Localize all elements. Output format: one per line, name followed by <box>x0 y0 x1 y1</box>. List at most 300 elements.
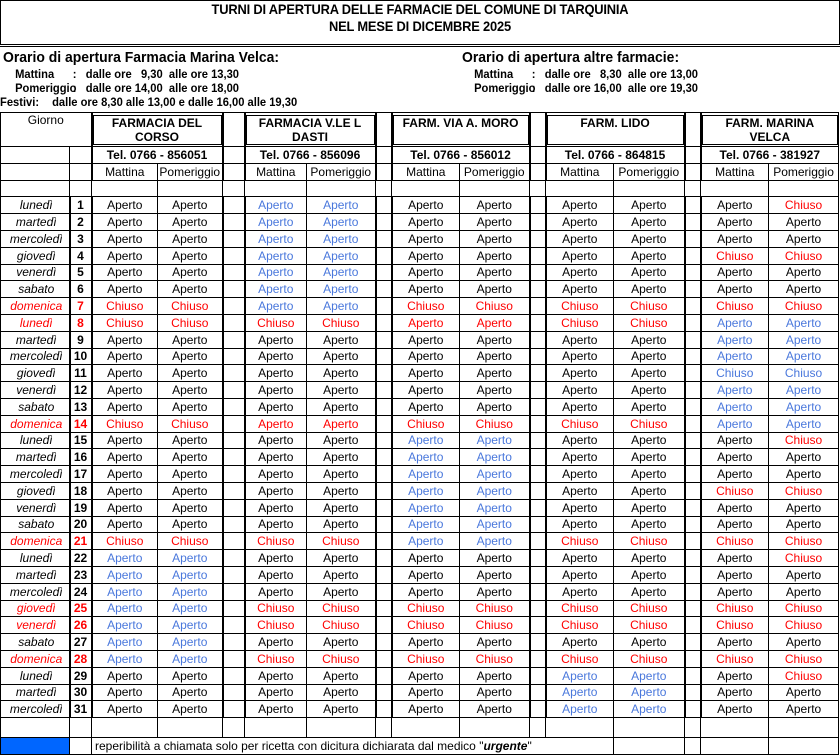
day-number: 2 <box>70 214 92 231</box>
afternoon-status: Aperto <box>769 449 839 466</box>
pharmacy-name-header <box>245 113 376 147</box>
blank-cell <box>392 180 460 197</box>
weekday-label: martedì <box>1 684 70 701</box>
afternoon-status: Aperto <box>460 701 530 718</box>
spacer-cell <box>376 701 392 718</box>
spacer-cell <box>376 415 392 432</box>
day-number: 20 <box>70 516 92 533</box>
morning-status: Aperto <box>92 331 158 348</box>
day-number: 17 <box>70 466 92 483</box>
spacer-cell <box>530 600 546 617</box>
afternoon-status: Aperto <box>158 449 223 466</box>
spacer-cell <box>223 449 245 466</box>
spacer-cell <box>376 617 392 634</box>
afternoon-status: Chiuso <box>769 667 839 684</box>
spacer-cell <box>376 566 392 583</box>
spacer-cell <box>685 701 701 718</box>
marina-velca-afternoon: Pomeriggio: dalle ore 14,00 alle ore 18,00 <box>15 81 240 95</box>
day-number: 28 <box>70 650 92 667</box>
morning-status: Chiuso <box>546 533 614 550</box>
spacer-cell <box>530 214 546 231</box>
blank-cell <box>685 738 701 755</box>
afternoon-status: Aperto <box>614 348 685 365</box>
morning-status: Aperto <box>245 499 307 516</box>
spacer-cell <box>685 533 701 550</box>
day-number: 7 <box>70 298 92 315</box>
table-row <box>1 331 839 348</box>
afternoon-status: Chiuso <box>307 533 376 550</box>
table-row <box>1 617 839 634</box>
afternoon-status: Aperto <box>460 684 530 701</box>
spacer-cell <box>530 583 546 600</box>
spacer-cell <box>223 482 245 499</box>
afternoon-status: Aperto <box>307 466 376 483</box>
spacer-cell <box>376 550 392 567</box>
day-number: 31 <box>70 701 92 718</box>
blank-cell <box>158 180 223 197</box>
spacer-cell <box>685 314 701 331</box>
spacer-cell <box>223 499 245 516</box>
day-column-header: Giorno <box>1 113 92 147</box>
table-row <box>1 264 839 281</box>
afternoon-status: Aperto <box>158 281 223 298</box>
weekday-label: martedì <box>1 449 70 466</box>
spacer-cell <box>376 583 392 600</box>
day-number: 8 <box>70 314 92 331</box>
table-row <box>1 650 839 667</box>
morning-status: Aperto <box>245 432 307 449</box>
table-row <box>1 583 839 600</box>
morning-status: Aperto <box>701 566 769 583</box>
spacer-cell <box>530 348 546 365</box>
blank-cell <box>158 718 223 738</box>
afternoon-status: Chiuso <box>158 415 223 432</box>
afternoon-status: Aperto <box>460 667 530 684</box>
spacer-cell <box>223 617 245 634</box>
morning-status: Aperto <box>392 230 460 247</box>
morning-status: Aperto <box>92 449 158 466</box>
morning-status: Aperto <box>701 398 769 415</box>
afternoon-status: Aperto <box>158 566 223 583</box>
table-row <box>1 348 839 365</box>
morning-status: Chiuso <box>701 617 769 634</box>
spacer-cell <box>223 264 245 281</box>
pharmacy-phone: Tel. 0766 - 381927 <box>701 147 839 164</box>
weekday-label: lunedì <box>1 197 70 214</box>
morning-status: Aperto <box>701 499 769 516</box>
morning-status: Aperto <box>546 482 614 499</box>
morning-status: Aperto <box>392 264 460 281</box>
morning-status: Aperto <box>546 214 614 231</box>
afternoon-status: Aperto <box>307 566 376 583</box>
morning-status: Chiuso <box>245 650 307 667</box>
morning-status: Chiuso <box>92 314 158 331</box>
spacer-cell <box>376 281 392 298</box>
morning-status: Aperto <box>701 214 769 231</box>
morning-status: Aperto <box>245 331 307 348</box>
afternoon-status: Chiuso <box>769 550 839 567</box>
afternoon-status: Chiuso <box>158 298 223 315</box>
morning-status: Aperto <box>245 482 307 499</box>
weekday-label: lunedì <box>1 314 70 331</box>
afternoon-status: Chiuso <box>769 617 839 634</box>
day-number: 14 <box>70 415 92 432</box>
afternoon-status: Chiuso <box>307 600 376 617</box>
weekday-label: mercoledì <box>1 466 70 483</box>
other-pharmacies-hours <box>462 49 716 95</box>
table-row <box>1 466 839 483</box>
spacer-cell <box>376 365 392 382</box>
spacer-cell <box>223 466 245 483</box>
spacer-cell <box>530 566 546 583</box>
spacer-cell <box>223 650 245 667</box>
morning-status: Aperto <box>701 197 769 214</box>
spacer-cell <box>223 163 245 180</box>
spacer-cell <box>530 634 546 651</box>
spacer-cell <box>530 684 546 701</box>
table-row <box>1 667 839 684</box>
table-row <box>1 701 839 718</box>
spacer-cell <box>685 667 701 684</box>
morning-status: Aperto <box>245 466 307 483</box>
morning-status: Aperto <box>92 382 158 399</box>
morning-status: Aperto <box>392 701 460 718</box>
title-line-1: TURNI DI APERTURA DELLE FARMACIE DEL COMUNE DI TARQUINIA <box>211 1 629 17</box>
blank-cell <box>546 718 614 738</box>
weekday-label: venerdì <box>1 264 70 281</box>
day-number: 16 <box>70 449 92 466</box>
spacer-cell <box>685 466 701 483</box>
weekday-label: martedì <box>1 566 70 583</box>
spacer-cell <box>376 214 392 231</box>
morning-status: Aperto <box>92 466 158 483</box>
weekday-label: martedì <box>1 331 70 348</box>
header-row-tel <box>1 147 839 164</box>
afternoon-status: Aperto <box>307 499 376 516</box>
afternoon-status: Aperto <box>158 230 223 247</box>
weekday-label: giovedì <box>1 247 70 264</box>
weekday-label: mercoledì <box>1 348 70 365</box>
morning-column-header: Mattina <box>245 163 307 180</box>
weekday-label: lunedì <box>1 550 70 567</box>
day-number: 4 <box>70 247 92 264</box>
marina-velca-morning: Mattina : dalle ore 9,30 alle ore 13,30 <box>15 67 240 81</box>
spacer-cell <box>223 247 245 264</box>
morning-status: Chiuso <box>392 600 460 617</box>
afternoon-status: Aperto <box>769 314 839 331</box>
morning-status: Chiuso <box>92 533 158 550</box>
morning-status: Aperto <box>245 415 307 432</box>
table-row <box>1 398 839 415</box>
spacer-cell <box>376 482 392 499</box>
spacer-cell <box>685 298 701 315</box>
afternoon-status: Aperto <box>460 331 530 348</box>
urgent-emphasis: urgente <box>483 738 528 753</box>
afternoon-status: Aperto <box>769 331 839 348</box>
spacer-cell <box>223 516 245 533</box>
morning-status: Aperto <box>701 281 769 298</box>
holiday-hours: Festivi: dalle ore 8,30 alle 13,00 e dalle 16,00 alle 19,30 <box>0 95 298 109</box>
blank-cell <box>92 718 158 738</box>
spacer-cell <box>376 382 392 399</box>
afternoon-status: Aperto <box>307 398 376 415</box>
pharmacy-name-header <box>392 113 530 147</box>
spacer-cell <box>376 147 392 164</box>
table-row <box>1 281 839 298</box>
morning-status: Aperto <box>245 684 307 701</box>
afternoon-status: Aperto <box>614 516 685 533</box>
afternoon-status: Aperto <box>307 482 376 499</box>
spacer-cell <box>376 516 392 533</box>
afternoon-status: Chiuso <box>307 617 376 634</box>
morning-status: Aperto <box>701 583 769 600</box>
spacer-cell <box>530 264 546 281</box>
afternoon-status: Aperto <box>460 247 530 264</box>
spacer-cell <box>685 197 701 214</box>
afternoon-status: Aperto <box>307 365 376 382</box>
blank-cell <box>546 180 614 197</box>
morning-status: Aperto <box>546 230 614 247</box>
morning-status: Aperto <box>701 466 769 483</box>
afternoon-status: Aperto <box>769 281 839 298</box>
blank-cell <box>245 180 307 197</box>
spacer-cell <box>223 365 245 382</box>
spacer-cell <box>685 583 701 600</box>
spacer-cell <box>223 583 245 600</box>
blank-cell <box>70 718 92 738</box>
spacer-cell <box>376 264 392 281</box>
table-row <box>1 449 839 466</box>
weekday-label: giovedì <box>1 600 70 617</box>
afternoon-column-header: Pomeriggio <box>614 163 685 180</box>
afternoon-status: Aperto <box>158 398 223 415</box>
morning-status: Aperto <box>701 314 769 331</box>
afternoon-status: Aperto <box>158 382 223 399</box>
afternoon-status: Aperto <box>307 382 376 399</box>
spacer-cell <box>223 281 245 298</box>
table-row <box>1 365 839 382</box>
morning-status: Aperto <box>392 583 460 600</box>
spacer-cell <box>223 634 245 651</box>
spacer-cell <box>530 398 546 415</box>
afternoon-status: Chiuso <box>614 533 685 550</box>
afternoon-status: Aperto <box>307 197 376 214</box>
morning-status: Aperto <box>701 667 769 684</box>
spacer-cell <box>223 701 245 718</box>
morning-status: Chiuso <box>245 617 307 634</box>
document-title <box>0 0 840 45</box>
spacer-cell <box>376 113 392 147</box>
legend-row <box>1 738 839 755</box>
afternoon-status: Chiuso <box>769 247 839 264</box>
morning-status: Aperto <box>92 482 158 499</box>
spacer-cell <box>685 247 701 264</box>
morning-status: Aperto <box>701 634 769 651</box>
afternoon-status: Aperto <box>460 214 530 231</box>
afternoon-status: Aperto <box>614 247 685 264</box>
day-number: 18 <box>70 482 92 499</box>
morning-status: Aperto <box>392 365 460 382</box>
afternoon-status: Aperto <box>158 667 223 684</box>
spacer-cell <box>530 432 546 449</box>
morning-status: Aperto <box>546 516 614 533</box>
morning-status: Aperto <box>546 398 614 415</box>
afternoon-status: Aperto <box>307 583 376 600</box>
spacer-cell <box>223 566 245 583</box>
spacer-cell <box>376 163 392 180</box>
blank-cell <box>307 180 376 197</box>
morning-status: Aperto <box>392 667 460 684</box>
afternoon-status: Aperto <box>158 583 223 600</box>
afternoon-status: Chiuso <box>769 600 839 617</box>
pharmacy-name: FARMACIA DEL CORSO <box>93 115 222 145</box>
spacer-cell <box>223 382 245 399</box>
day-number: 27 <box>70 634 92 651</box>
day-number: 15 <box>70 432 92 449</box>
afternoon-status: Chiuso <box>769 197 839 214</box>
spacer-cell <box>530 247 546 264</box>
spacer-cell <box>685 398 701 415</box>
spacer-cell <box>530 331 546 348</box>
weekday-label: mercoledì <box>1 701 70 718</box>
morning-status: Aperto <box>546 197 614 214</box>
afternoon-status: Aperto <box>307 550 376 567</box>
afternoon-status: Aperto <box>307 298 376 315</box>
spacer-cell <box>223 214 245 231</box>
day-number: 24 <box>70 583 92 600</box>
weekday-label: mercoledì <box>1 230 70 247</box>
day-number: 21 <box>70 533 92 550</box>
morning-status: Chiuso <box>546 415 614 432</box>
afternoon-status: Aperto <box>307 281 376 298</box>
spacer-cell <box>376 298 392 315</box>
afternoon-status: Aperto <box>614 566 685 583</box>
day-number: 12 <box>70 382 92 399</box>
spacer-cell <box>685 600 701 617</box>
afternoon-status: Aperto <box>460 466 530 483</box>
spacer-cell <box>223 348 245 365</box>
table-row <box>1 600 839 617</box>
afternoon-status: Aperto <box>158 214 223 231</box>
morning-status: Aperto <box>245 382 307 399</box>
morning-status: Aperto <box>92 214 158 231</box>
morning-status: Aperto <box>245 701 307 718</box>
morning-status: Aperto <box>392 348 460 365</box>
morning-status: Aperto <box>92 684 158 701</box>
table-row <box>1 684 839 701</box>
afternoon-status: Aperto <box>158 365 223 382</box>
afternoon-status: Aperto <box>158 482 223 499</box>
spacer-cell <box>376 499 392 516</box>
morning-status: Aperto <box>245 264 307 281</box>
afternoon-status: Chiuso <box>614 314 685 331</box>
table-row <box>1 566 839 583</box>
afternoon-status: Chiuso <box>460 298 530 315</box>
morning-status: Aperto <box>245 365 307 382</box>
morning-status: Aperto <box>392 382 460 399</box>
pharmacy-name-header <box>546 113 685 147</box>
morning-status: Aperto <box>245 583 307 600</box>
morning-status: Aperto <box>392 566 460 583</box>
afternoon-status: Aperto <box>158 331 223 348</box>
weekday-label: venerdì <box>1 382 70 399</box>
spacer-cell <box>530 415 546 432</box>
afternoon-status: Aperto <box>460 583 530 600</box>
spacer-cell <box>530 298 546 315</box>
blank-cell <box>614 718 685 738</box>
morning-status: Aperto <box>92 432 158 449</box>
morning-status: Aperto <box>92 550 158 567</box>
morning-status: Aperto <box>546 432 614 449</box>
blank-row <box>1 180 839 197</box>
morning-status: Chiuso <box>701 482 769 499</box>
morning-status: Chiuso <box>546 650 614 667</box>
blank-cell <box>92 180 158 197</box>
pharmacy-name: FARMACIA V.LE L DASTI <box>246 115 375 145</box>
afternoon-status: Aperto <box>158 684 223 701</box>
afternoon-status: Aperto <box>307 348 376 365</box>
afternoon-status: Chiuso <box>158 533 223 550</box>
afternoon-status: Aperto <box>769 701 839 718</box>
spacer-cell <box>530 550 546 567</box>
afternoon-status: Aperto <box>158 701 223 718</box>
legend-note: reperibilità a chiamata solo per ricetta con dicitura dichiarata dal medico "urgente" <box>92 738 614 755</box>
afternoon-status: Aperto <box>769 214 839 231</box>
afternoon-status: Chiuso <box>769 365 839 382</box>
afternoon-status: Aperto <box>307 331 376 348</box>
afternoon-status: Aperto <box>307 634 376 651</box>
spacer-cell <box>376 634 392 651</box>
morning-status: Aperto <box>546 348 614 365</box>
spacer-cell <box>376 449 392 466</box>
afternoon-status: Aperto <box>614 264 685 281</box>
afternoon-status: Aperto <box>158 348 223 365</box>
morning-status: Aperto <box>392 432 460 449</box>
morning-status: Chiuso <box>701 600 769 617</box>
morning-status: Aperto <box>392 314 460 331</box>
spacer-cell <box>223 533 245 550</box>
afternoon-status: Aperto <box>307 230 376 247</box>
afternoon-status: Aperto <box>158 516 223 533</box>
morning-status: Aperto <box>392 482 460 499</box>
morning-status: Chiuso <box>392 650 460 667</box>
weekday-label: domenica <box>1 298 70 315</box>
spacer-cell <box>530 650 546 667</box>
spacer-cell <box>223 667 245 684</box>
spacer-cell <box>530 197 546 214</box>
morning-status: Aperto <box>546 550 614 567</box>
spacer-cell <box>530 230 546 247</box>
table-row <box>1 197 839 214</box>
weekday-label: venerdì <box>1 499 70 516</box>
day-number: 23 <box>70 566 92 583</box>
blank-cell <box>614 180 685 197</box>
morning-status: Aperto <box>245 281 307 298</box>
afternoon-status: Aperto <box>769 499 839 516</box>
spacer-cell <box>223 415 245 432</box>
blank-cell <box>701 738 769 755</box>
spacer-cell <box>685 684 701 701</box>
morning-status: Aperto <box>392 214 460 231</box>
blank-cell <box>614 738 685 755</box>
spacer-cell <box>685 566 701 583</box>
weekday-label: domenica <box>1 650 70 667</box>
pharmacy-phone: Tel. 0766 - 856051 <box>92 147 223 164</box>
spacer-cell <box>685 516 701 533</box>
day-number: 22 <box>70 550 92 567</box>
morning-status: Aperto <box>92 650 158 667</box>
morning-status: Aperto <box>392 499 460 516</box>
